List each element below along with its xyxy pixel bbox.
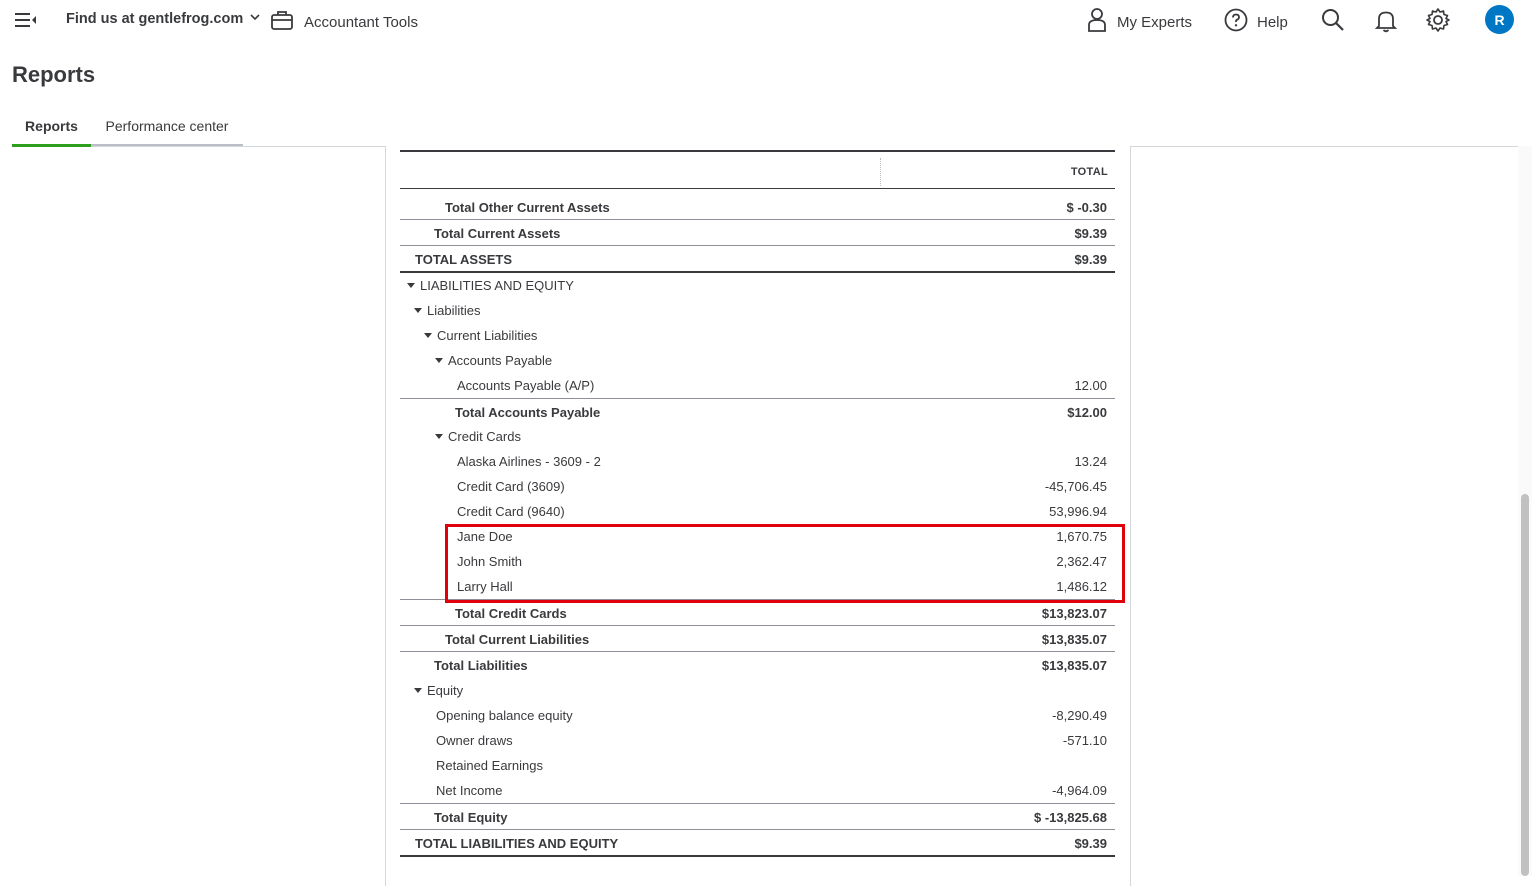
menu-icon[interactable]: [14, 10, 38, 30]
column-divider: [880, 158, 881, 186]
row-label: Jane Doe: [457, 529, 513, 544]
chevron-down-icon: [249, 11, 261, 27]
row-label: Equity: [427, 683, 464, 698]
tab-bar: [12, 113, 1518, 147]
row-label: Total Current Assets: [434, 226, 561, 241]
report-row: [400, 702, 1115, 727]
my-experts-button[interactable]: [1086, 7, 1192, 37]
tab-performance-center[interactable]: Performance center: [91, 113, 243, 146]
report-row: [400, 322, 1115, 347]
row-amount[interactable]: $9.39: [1074, 226, 1107, 241]
row-label: Total Liabilities: [434, 658, 528, 673]
collapse-caret-icon[interactable]: [407, 283, 415, 288]
report-row: [400, 245, 1115, 273]
accountant-tools-button[interactable]: [270, 8, 418, 36]
help-icon: [1224, 8, 1248, 36]
report-row: [400, 625, 1115, 651]
row-label: Total Accounts Payable: [455, 405, 601, 420]
row-amount[interactable]: $ -0.30: [1066, 200, 1107, 215]
row-label: TOTAL LIABILITIES AND EQUITY: [415, 836, 619, 851]
row-label: Net Income: [436, 783, 503, 798]
help-button[interactable]: [1224, 8, 1288, 36]
collapse-caret-icon[interactable]: [414, 688, 422, 693]
row-label: Opening balance equity: [436, 708, 573, 723]
row-amount[interactable]: -45,706.45: [1044, 479, 1107, 494]
help-label: Help: [1257, 13, 1288, 31]
accountant-tools-label: Accountant Tools: [304, 13, 418, 31]
report-row: [400, 829, 1115, 857]
row-label: Total Other Current Assets: [445, 200, 610, 215]
report-row: [400, 347, 1115, 372]
row-amount[interactable]: -571.10: [1062, 733, 1107, 748]
report-row: [400, 423, 1115, 448]
row-amount[interactable]: -4,964.09: [1052, 783, 1107, 798]
row-label: Total Credit Cards: [455, 606, 567, 621]
row-amount[interactable]: 1,670.75: [1056, 529, 1107, 544]
report-row: [400, 297, 1115, 322]
row-label: Alaska Airlines - 3609 - 2: [457, 454, 601, 469]
gear-icon[interactable]: [1425, 7, 1451, 33]
report-table-header: [400, 150, 1115, 189]
row-label: Larry Hall: [457, 579, 513, 594]
total-column-header: TOTAL: [1070, 166, 1108, 178]
highlight-box: [445, 524, 1125, 603]
person-icon: [1086, 7, 1108, 37]
row-label: Credit Card (3609): [457, 479, 565, 494]
report-row: [400, 473, 1115, 498]
company-name: Find us at gentlefrog.com: [66, 11, 244, 27]
company-selector[interactable]: [66, 11, 261, 27]
collapse-caret-icon[interactable]: [424, 333, 432, 338]
row-label: TOTAL ASSETS: [415, 252, 513, 267]
row-amount[interactable]: $9.39: [1074, 836, 1107, 851]
row-amount[interactable]: $13,823.07: [1041, 606, 1107, 621]
report-row: [400, 777, 1115, 802]
report-row: [400, 752, 1115, 777]
row-amount[interactable]: 1,486.12: [1056, 579, 1107, 594]
row-amount[interactable]: 12.00: [1074, 378, 1107, 393]
row-label: Liabilities: [427, 303, 481, 318]
tab-reports[interactable]: Reports: [12, 113, 91, 147]
scrollbar-thumb[interactable]: [1521, 494, 1529, 876]
page-title: Reports: [12, 62, 96, 87]
report-row: [400, 448, 1115, 473]
briefcase-icon: [270, 8, 294, 36]
row-label: Retained Earnings: [436, 758, 543, 773]
bell-icon[interactable]: [1373, 7, 1399, 33]
report-row: [400, 219, 1115, 245]
row-amount[interactable]: 13.24: [1074, 454, 1107, 469]
row-amount[interactable]: $13,835.07: [1041, 632, 1107, 647]
my-experts-label: My Experts: [1117, 13, 1193, 31]
report-row: [400, 398, 1115, 424]
row-label: Credit Cards: [448, 429, 521, 444]
row-amount[interactable]: $13,835.07: [1041, 658, 1107, 673]
report-row: [400, 651, 1115, 677]
row-amount[interactable]: 53,996.94: [1049, 504, 1107, 519]
row-label: Accounts Payable (A/P): [457, 378, 595, 393]
top-bar: [0, 0, 1532, 40]
report-row: [400, 372, 1115, 397]
collapse-caret-icon[interactable]: [435, 434, 443, 439]
report-row: [400, 194, 1115, 219]
row-label: John Smith: [457, 554, 523, 569]
avatar[interactable]: R: [1485, 5, 1514, 34]
row-label: Total Current Liabilities: [445, 632, 590, 647]
report-row: [400, 727, 1115, 752]
row-amount[interactable]: $12.00: [1067, 405, 1107, 420]
report-row: [400, 272, 1115, 297]
report-row: [400, 803, 1115, 829]
row-label: Total Equity: [434, 810, 508, 825]
row-amount[interactable]: 2,362.47: [1056, 554, 1107, 569]
row-amount[interactable]: $9.39: [1074, 252, 1107, 267]
report-row: [400, 677, 1115, 702]
row-amount[interactable]: $ -13,825.68: [1033, 810, 1107, 825]
row-label: Credit Card (9640): [457, 504, 565, 519]
row-label: LIABILITIES AND EQUITY: [420, 278, 574, 293]
row-amount[interactable]: -8,290.49: [1052, 708, 1107, 723]
report-row: [400, 498, 1115, 523]
row-label: Owner draws: [436, 733, 513, 748]
collapse-caret-icon[interactable]: [435, 358, 443, 363]
row-label: Current Liabilities: [437, 328, 538, 343]
search-icon[interactable]: [1320, 7, 1346, 33]
collapse-caret-icon[interactable]: [414, 308, 422, 313]
row-label: Accounts Payable: [448, 353, 553, 368]
